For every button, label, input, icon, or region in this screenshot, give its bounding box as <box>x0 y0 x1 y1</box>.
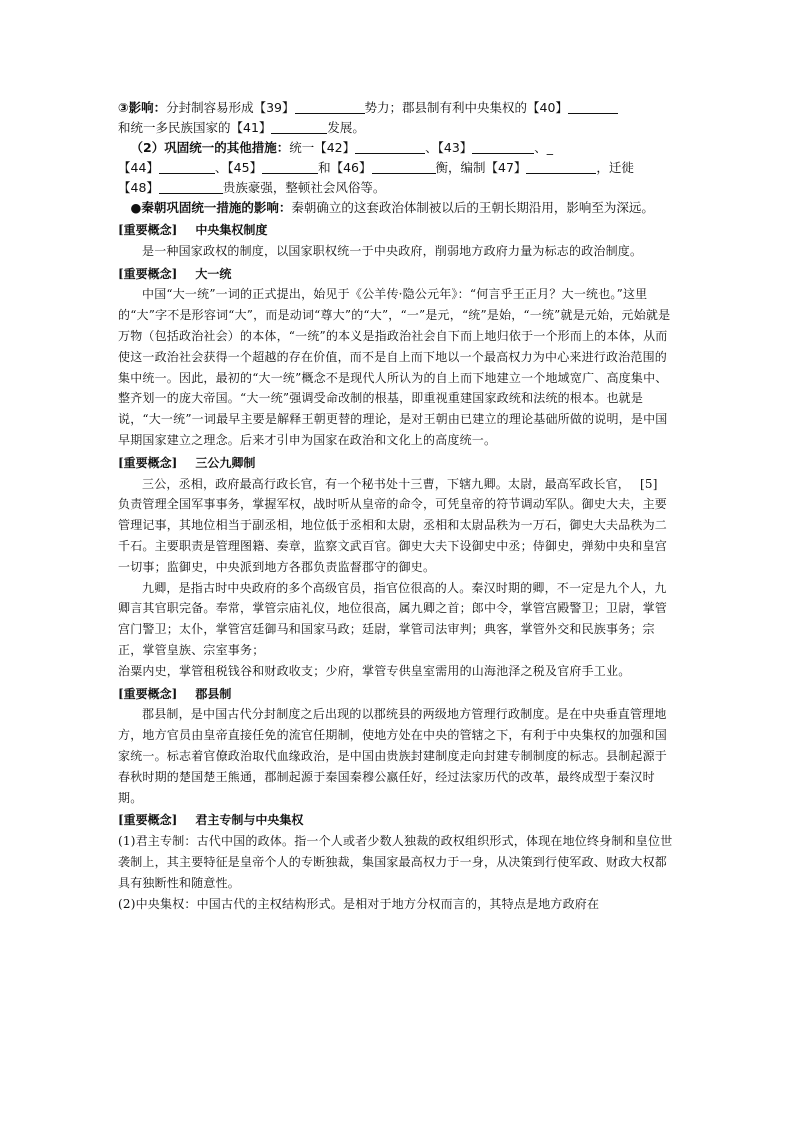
influence-summary-label: ●秦朝巩固统一措施的影响： <box>130 200 292 215</box>
blank-47[interactable] <box>526 159 596 174</box>
concept-central-authority <box>118 220 678 262</box>
concept-list-item: (1)君主专制：古代中国的政体。指一个人或者少数人独裁的政权组织形式，体现在地位终身制和皇位世袭制上，其主要特征是皇帝个人的专断独裁，集国家最高权力于一身，从决策到行使军政、财政大权都具有独断性和随意性。 <box>118 834 673 890</box>
concept-list-item: (2)中央集权：中国古代的主权结构形式。是相对于地方分权而言的，其特点是地方政府在 <box>118 896 600 911</box>
concept-paragraph: 治粟内史，掌管租税钱谷和财政收支；少府，掌管专供皇室需用的山海池泽之税及官府手工业。 <box>118 663 631 678</box>
blank-42[interactable] <box>355 139 425 154</box>
concept-heading: [重要概念] 郡县制 <box>118 686 232 701</box>
blank-41[interactable] <box>271 119 327 134</box>
fill-line-5: 【48】 贵族豪强，整顿社会风俗等。 <box>118 180 386 195</box>
concept-paragraph: 九卿，是指古时中央政府的多个高级官员，指官位很高的人。秦汉时期的卿，不一定是九个人，九卿言其官职完备。奉常，掌管宗庙礼仪，地位很高，属九卿之首；郎中令，掌管宫殿警卫；卫尉，掌管宫门警卫；太仆，掌管宫廷御马和国家马政；廷尉，掌管司法审判；典客，掌管外交和民族事务；宗正，掌管皇族、宗室事务； <box>118 580 668 657</box>
blank-43[interactable] <box>472 139 534 154</box>
footnote-mark[interactable]: [5] <box>640 476 658 491</box>
blank-39[interactable] <box>295 99 365 114</box>
concept-paragraph: 三公，丞相，政府最高行政长官，有一个秘书处十三曹，下辖九卿。太尉，最高军政长官， [5]负责管理全国军事事务，掌握军权，战时听从皇帝的命令，可凭皇帝的符节调动军队。御史大夫，主要管理记事，其地位相当于副丞相，地位低于丞相和太尉，丞相和太尉品秩为一万石，御史大夫品秩为二千石。主要职责是管理图籍、奏章，监察文武百官。御史大夫下设御史中丞；侍御史，弹劾中央和皇宫一切事；监御史，中央派到地方各郡负责监督郡守的御史。 <box>118 476 668 574</box>
blank-40[interactable] <box>568 99 618 114</box>
fill-in-section <box>118 98 678 218</box>
blank-45[interactable] <box>262 159 318 174</box>
blank-48[interactable] <box>159 179 223 194</box>
blank-44[interactable] <box>159 159 215 174</box>
fill-line-1: ③影响：分封制容易形成【39】 势力；郡县制有利中央集权的【40】 <box>118 98 678 118</box>
concept-heading: [重要概念] 中央集权制度 <box>118 223 268 237</box>
concept-three-lords-nine-ministers <box>118 453 678 682</box>
concept-commandery-county <box>118 684 678 809</box>
concept-paragraph: 是一种国家政权的制度，以国家职权统一于中央政府，削弱地方政府力量为标志的政治制度。 <box>142 243 643 258</box>
concept-paragraph: 郡县制，是中国古代分封制度之后出现的以郡统县的两级地方管理行政制度。是在中央垂直管理地方，地方官员由皇帝直接任免的流官任期制，使地方处在中央的管辖之下，有利于中央集权的加强和国家统一。标志着官僚政治取代血缘政治，是中国由贵族封建制度走向封建专制制度的标志。县制起源于春秋时期的楚国楚王熊通，郡制起源于秦国秦穆公嬴任好，经过法家历代的改革，最终成型于秦汉时期。 <box>118 707 668 805</box>
influence-label: ③影响： <box>118 100 167 115</box>
blank-46[interactable] <box>372 159 436 174</box>
concept-autocracy-centralization <box>118 810 678 914</box>
fill-line-3: （2）巩固统一的其他措施：统一【42】 、【43】 、_ <box>130 140 554 155</box>
concept-great-unity <box>118 264 678 451</box>
fill-line-2: 和统一多民族国家的【41】 发展。 <box>118 120 365 135</box>
concept-heading: [重要概念] 君主专制与中央集权 <box>118 813 304 828</box>
fill-line-4: 【44】 、【45】 和【46】 衡，编制【47】 ，迁徙 <box>118 160 634 175</box>
influence-summary: ●秦朝巩固统一措施的影响：秦朝确立的这套政治体制被以后的王朝长期沿用，影响至为深远。 <box>130 200 654 215</box>
other-measures-label: （2）巩固统一的其他措施： <box>130 140 290 155</box>
document-page <box>118 98 678 914</box>
concept-heading: [重要概念] 三公九卿制 <box>118 455 256 470</box>
concept-paragraph: 中国“大一统”一词的正式提出，始见于《公羊传·隐公元年》：“何言乎王正月？大一统也。”这里的“大”字不是形容词“大”，而是动词“尊大”的“大”，“一”是元，“统”是始，“一统”就是元始，元始就是万物（包括政治社会）的本体，“一统”的本义是指政治社会自下而上地归依于一个形而上的本体，从而使这一政治社会获得一个超越的存在价值，而不是自上而下地以一个最高权力为中心来进行政治范围的集中统一。因此，最初的“大一统”概念不是现代人所认为的自上而下地建立一个地域宽广、高度集中、整齐划一的庞大帝国。“大一统”强调受命改制的根基，即重视重建国家政统和法统的根本。也就是说，“大一统”一词最早主要是解释王朝更替的理论，是对王朝由已建立的理论基础所做的说明，是中国早期国家建立之理念。后来才引申为国家在政治和文化上的高度统一。 <box>118 287 671 447</box>
concept-heading: [重要概念] 大一统 <box>118 266 232 281</box>
